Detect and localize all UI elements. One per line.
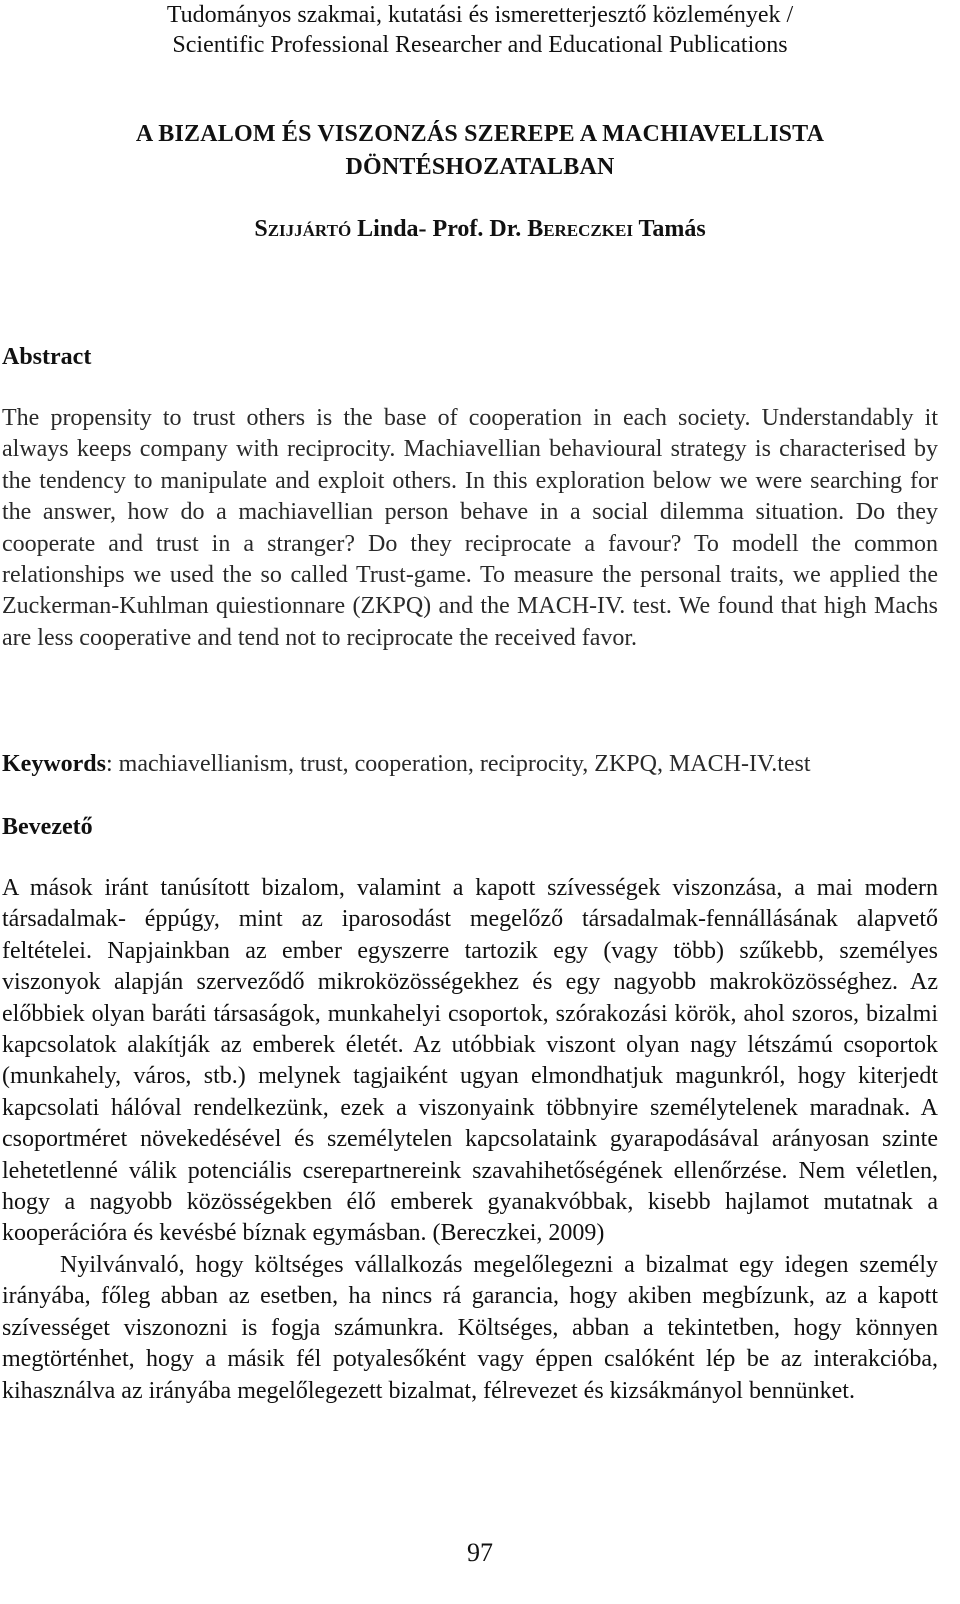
introduction-paragraph-1: A mások iránt tanúsított bizalom, valamint a kapott szívességek viszonzása, a mai modern társadalmak- éppúgy, mint az iparosodást megelőző társadalmak-fennállásának alapvető feltételei. Napjainkban az ember egyszerre tartozik egy (vagy több) szűkebb, személyes viszonyok alapján szerveződő mikroközösségekhez és egy nagyobb makroközösséghez. Az előbbiek olyan baráti társaságok, munkahelyi csoportok, szórakozási körök, ahol szoros, bizalmi kapcsolatok alakítják az emberek életét. Az utóbbiak viszont olyan nagy létszámú csoportok (munkahely, város, stb.) melynek tagjaiként ugyan elmondhatjuk magunkról, hogy kiterjedt kapcsolati hálóval rendelkezünk, ezek a viszonyaink többnyire személytelenek maradnak. A csoportméret növekedésével és személytelen kapcsolataink gyarapodásával arányosan szinte lehetetlenné válik potenciális cserepartnereink szavahihetőségének ellenőrzése. Nem véletlen, hogy a nagyobb közösségekben élő emberek gyanakvóbbak, kisebb hajlamot mutatnak a kooperációra és kevésbé bíznak egymásban. (Bereczkei, 2009) [2, 875, 938, 1247]
article-title-line-2: DÖNTÉSHOZATALBAN [345, 154, 615, 180]
introduction-heading: Bevezető [2, 814, 93, 840]
author-1-given-name: Linda- Prof. Dr. [351, 216, 528, 242]
article-title [0, 118, 960, 184]
article-authors [0, 214, 960, 244]
keywords-separator: : [106, 751, 119, 777]
journal-header-line-1: Tudományos szakmai, kutatási és ismeretterjesztő közlemények / [166, 2, 794, 28]
abstract-text: The propensity to trust others is the base of cooperation in each society. Understandably it always keeps company with reciprocity. Machiavellian behavioural strategy is characterised by the tendency to manipulate and exploit others. In this exploration below we were searching for the answer, how do a machiavellian person behave in a social dilemma situation. Do they cooperate and trust in a stranger? Do they reciprocate a favour? To modell the common relationships we used the so called Trust-game. To measure the personal traits, we applied the Zuckerman-Kuhlman quiestionnare (ZKPQ) and the MACH-IV. test. We found that high Machs are less cooperative and tend not to reciprocate the received favor. [2, 405, 938, 651]
author-2-given-name: Tamás [632, 216, 706, 242]
journal-header-line-2: Scientific Professional Researcher and Educational Publications [172, 32, 788, 58]
author-1-surname: Szijjártó [254, 216, 352, 242]
author-2-surname: Bereczkei [527, 216, 633, 242]
abstract-heading: Abstract [2, 344, 92, 370]
page-number: 97 [467, 1538, 493, 1567]
article-title-line-1: A BIZALOM ÉS VISZONZÁS SZEREPE A MACHIAVELLISTA [135, 121, 825, 147]
introduction-paragraph-2: Nyilvánvaló, hogy költséges vállalkozás megelőlegezni a bizalmat egy idegen személy irányába, főleg abban az esetben, ha nincs rá garancia, hogy akiben megbízunk, az a kapott szívességet viszonozni is fogja számunkra. Költséges, abban a tekintetben, hogy könnyen megtörténhet, hogy a másik fél potyalesőként vagy éppen csalóként lép be az interakcióba, kihasználva az irányába megelőlegezett bizalmat, félrevezet és kizsákmányol bennünket. [2, 1251, 938, 1404]
journal-header [0, 0, 960, 60]
keywords-text: machiavellianism, trust, cooperation, reciprocity, ZKPQ, MACH-IV.test [118, 751, 811, 777]
introduction-body [2, 873, 938, 1407]
keywords-line [2, 749, 942, 779]
keywords-label: Keywords [2, 751, 106, 777]
